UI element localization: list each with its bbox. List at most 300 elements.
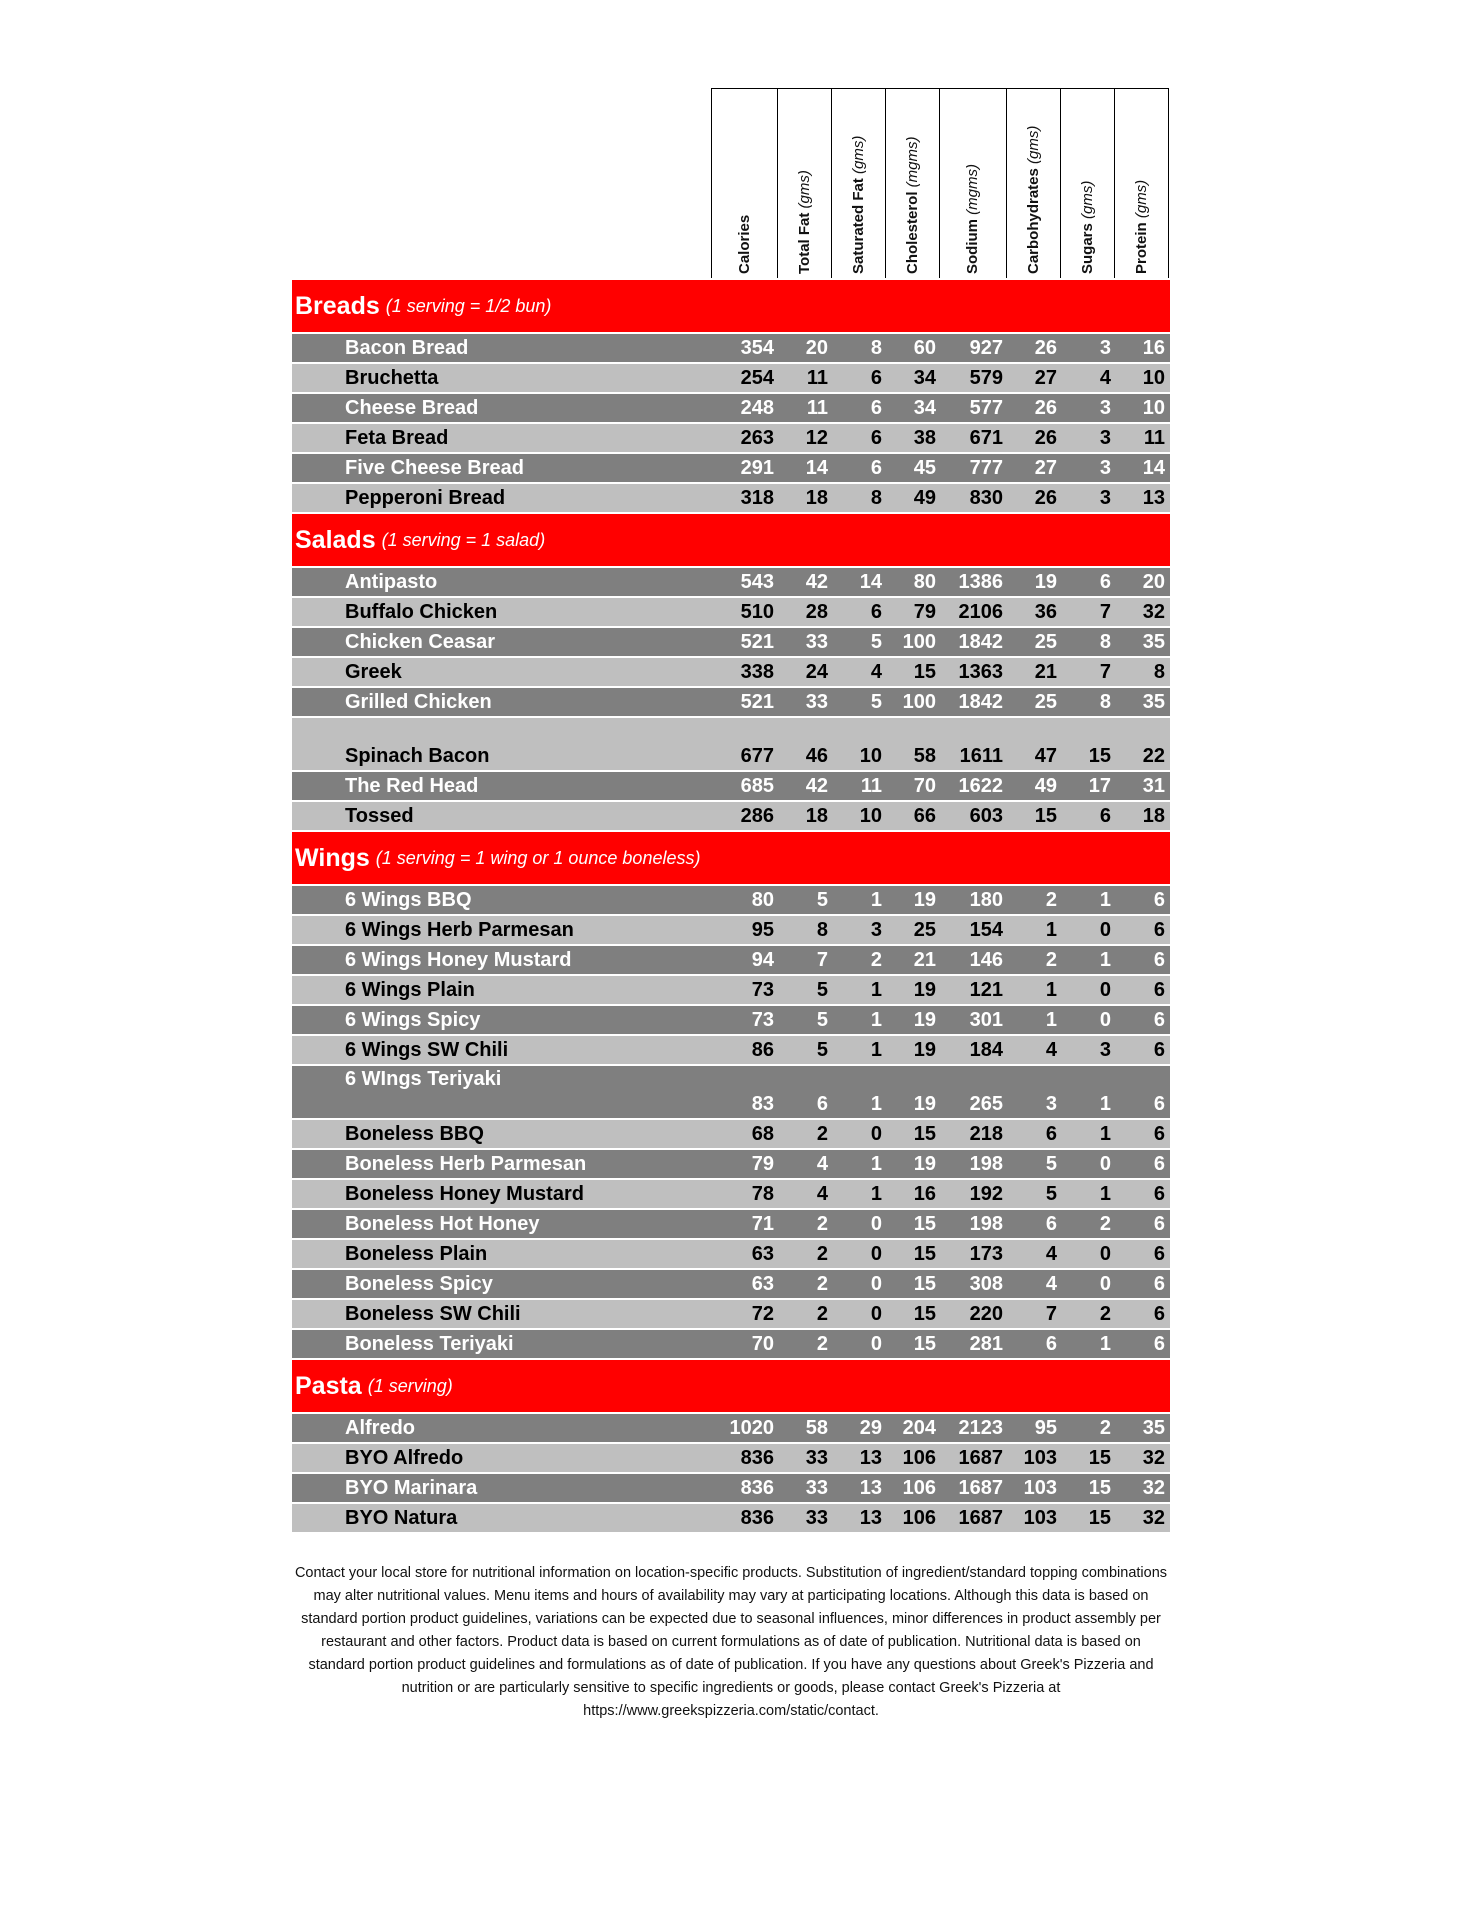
item-value: 15: [913, 1302, 936, 1325]
item-name: Tossed: [345, 804, 414, 827]
item-value: 5: [816, 1008, 828, 1031]
item-value: 42: [805, 570, 828, 593]
column-header: [1060, 88, 1115, 278]
table-row: [292, 946, 1170, 974]
table-row: [292, 688, 1170, 716]
item-value: 2: [816, 1122, 828, 1145]
item-value: 1622: [958, 774, 1003, 797]
item-value: 220: [969, 1302, 1003, 1325]
item-value: 6: [1045, 1332, 1057, 1355]
item-value: 1: [870, 1152, 882, 1175]
item-value: 58: [913, 745, 936, 767]
item-value: 19: [913, 1008, 936, 1031]
item-value: 6: [1153, 1242, 1165, 1265]
item-value: 1020: [729, 1416, 774, 1439]
item-value: 32: [1142, 1476, 1165, 1499]
item-value: 70: [751, 1332, 774, 1355]
item-value: 6: [1153, 1212, 1165, 1235]
table-row: [292, 1444, 1170, 1472]
table-row: [292, 334, 1170, 362]
item-value: 2: [1099, 1212, 1111, 1235]
item-value: 42: [805, 774, 828, 797]
item-value: 6: [1153, 918, 1165, 941]
item-value: 281: [969, 1332, 1003, 1355]
item-value: 35: [1142, 630, 1165, 653]
item-value: 2: [816, 1272, 828, 1295]
item-value: 286: [740, 804, 774, 827]
item-value: 254: [740, 366, 774, 389]
item-value: 218: [969, 1122, 1003, 1145]
column-header-label: [736, 215, 753, 274]
item-value: 15: [913, 1242, 936, 1265]
item-value: 100: [902, 690, 936, 713]
item-value: 6: [1153, 948, 1165, 971]
item-value: 3: [1099, 486, 1111, 509]
item-value: 4: [870, 660, 882, 683]
item-value: 95: [1034, 1416, 1057, 1439]
item-value: 26: [1034, 426, 1057, 449]
item-value: 72: [751, 1302, 774, 1325]
item-value: 33: [805, 1446, 828, 1469]
item-value: 1611: [959, 745, 1003, 767]
section-name: Wings: [295, 843, 370, 872]
column-header-name: Sugars: [1078, 223, 1096, 274]
item-value: 1: [870, 1008, 882, 1031]
item-value: 1842: [958, 690, 1003, 713]
item-value: 6: [1153, 1122, 1165, 1145]
item-name: Spinach Bacon: [345, 745, 490, 767]
item-value: 291: [740, 456, 774, 479]
item-value: 0: [870, 1272, 882, 1295]
item-name: Greek: [345, 660, 402, 683]
item-value: 38: [913, 426, 936, 449]
item-value: 17: [1088, 774, 1111, 797]
item-value: 86: [751, 1038, 774, 1061]
table-row: [292, 1150, 1170, 1178]
item-value: 78: [751, 1182, 774, 1205]
column-header-label: [904, 136, 921, 274]
item-value: 103: [1023, 1476, 1057, 1499]
item-value: 543: [740, 570, 774, 593]
item-value: 184: [969, 1038, 1003, 1061]
item-value: 6: [1153, 1302, 1165, 1325]
item-value: 2: [870, 948, 882, 971]
item-value: 103: [1023, 1446, 1057, 1469]
item-value: 8: [870, 336, 882, 359]
item-value: 11: [806, 366, 828, 389]
table-row: [292, 364, 1170, 392]
item-value: 1842: [958, 630, 1003, 653]
table-body: [292, 280, 1170, 1532]
item-value: 510: [740, 600, 774, 623]
table-row: [292, 772, 1170, 800]
item-value: 6: [1153, 978, 1165, 1001]
column-header-name: Carbohydrates: [1024, 168, 1042, 274]
item-value: 70: [913, 774, 936, 797]
section-serving: (1 serving): [367, 1375, 453, 1396]
item-value: 33: [805, 630, 828, 653]
item-value: 63: [751, 1272, 774, 1295]
header-blank: [292, 88, 712, 278]
item-value: 3: [1099, 426, 1111, 449]
item-value: 26: [1034, 336, 1057, 359]
column-header: [1006, 88, 1061, 278]
item-value: 26: [1034, 396, 1057, 419]
item-value: 80: [913, 570, 936, 593]
item-value: 6: [1153, 1038, 1165, 1061]
section-header: [292, 514, 1170, 566]
column-header-label: [964, 164, 981, 274]
item-value: 1687: [958, 1506, 1003, 1529]
item-value: 603: [969, 804, 1003, 827]
item-value: 73: [751, 978, 774, 1001]
section-serving: (1 serving = 1 wing or 1 ounce boneless): [375, 847, 701, 868]
item-value: 1: [1099, 1122, 1111, 1145]
item-value: 5: [1045, 1182, 1057, 1205]
item-value: 11: [1143, 426, 1165, 449]
item-value: 5: [816, 1038, 828, 1061]
table-row: [292, 568, 1170, 596]
item-name: Bruchetta: [345, 366, 439, 389]
item-value: 6: [1045, 1212, 1057, 1235]
item-value: 15: [913, 1212, 936, 1235]
item-value: 11: [860, 774, 882, 797]
item-value: 11: [806, 396, 828, 419]
item-value: 2: [1045, 948, 1057, 971]
item-value: 7: [1099, 600, 1111, 623]
item-value: 1687: [958, 1446, 1003, 1469]
column-header: [1114, 88, 1169, 278]
item-name: Antipasto: [345, 570, 438, 593]
item-value: 47: [1034, 745, 1057, 767]
item-value: 15: [1088, 745, 1111, 767]
item-value: 354: [740, 336, 774, 359]
column-header-name: Sodium: [964, 219, 981, 274]
item-value: 19: [913, 1038, 936, 1061]
item-value: 6: [1153, 1093, 1165, 1115]
item-value: 8: [870, 486, 882, 509]
item-value: 198: [969, 1152, 1003, 1175]
item-value: 0: [1099, 1152, 1111, 1175]
column-header-unit: (gms): [849, 135, 867, 179]
item-value: 66: [913, 804, 936, 827]
item-value: 6: [1153, 888, 1165, 911]
item-value: 8: [816, 918, 828, 941]
item-value: 27: [1034, 456, 1057, 479]
item-value: 20: [1142, 570, 1165, 593]
item-value: 106: [902, 1476, 936, 1499]
item-value: 2: [816, 1332, 828, 1355]
item-name: BYO Alfredo: [345, 1446, 464, 1469]
item-value: 1: [870, 888, 882, 911]
section-header: [292, 280, 1170, 332]
column-header: [831, 88, 886, 278]
table-row: [292, 658, 1170, 686]
item-value: 1: [1099, 948, 1111, 971]
item-value: 103: [1023, 1506, 1057, 1529]
item-value: 836: [740, 1506, 774, 1529]
item-value: 68: [751, 1122, 774, 1145]
item-value: 671: [969, 426, 1003, 449]
table-row: [292, 802, 1170, 830]
item-value: 8: [1153, 660, 1165, 683]
item-value: 836: [740, 1476, 774, 1499]
item-value: 6: [870, 366, 882, 389]
item-value: 2123: [958, 1416, 1003, 1439]
item-name: Buffalo Chicken: [345, 600, 498, 623]
column-header-label: [796, 170, 813, 274]
section-name: Breads: [295, 291, 380, 320]
item-value: 106: [902, 1446, 936, 1469]
item-value: 24: [805, 660, 828, 683]
item-value: 6: [816, 1093, 828, 1115]
item-name: 6 Wings Plain: [345, 978, 475, 1001]
item-name: Feta Bread: [345, 426, 449, 449]
column-header-name: Protein: [1132, 222, 1150, 274]
item-name: Boneless Plain: [345, 1242, 488, 1265]
item-value: 2: [816, 1242, 828, 1265]
item-value: 45: [913, 456, 936, 479]
item-value: 10: [1142, 366, 1165, 389]
item-value: 27: [1034, 366, 1057, 389]
item-value: 34: [913, 396, 936, 419]
item-value: 7: [1099, 660, 1111, 683]
item-value: 248: [740, 396, 774, 419]
column-header-label: [1079, 181, 1096, 274]
column-header: [939, 88, 1007, 278]
item-value: 2: [816, 1302, 828, 1325]
item-value: 0: [870, 1242, 882, 1265]
item-value: 3: [1099, 1038, 1111, 1061]
item-value: 685: [740, 774, 774, 797]
item-value: 18: [805, 486, 828, 509]
item-value: 1: [870, 1182, 882, 1205]
item-value: 6: [1153, 1152, 1165, 1175]
item-value: 6: [870, 600, 882, 623]
table-row: [292, 1120, 1170, 1148]
item-value: 4: [816, 1152, 828, 1175]
table-row: [292, 628, 1170, 656]
item-value: 1: [870, 1093, 882, 1115]
item-value: 106: [902, 1506, 936, 1529]
item-value: 5: [1045, 1152, 1057, 1175]
item-value: 14: [859, 570, 882, 593]
section-header: [292, 1360, 1170, 1412]
item-value: 521: [740, 630, 774, 653]
item-value: 5: [816, 888, 828, 911]
item-value: 28: [805, 600, 828, 623]
item-name: Boneless Herb Parmesan: [345, 1152, 587, 1175]
item-name: Pepperoni Bread: [345, 486, 506, 509]
item-value: 100: [902, 630, 936, 653]
item-value: 6: [1153, 1332, 1165, 1355]
column-header-name: Calories: [735, 214, 753, 274]
nutrition-table: [292, 88, 1170, 1534]
item-name: 6 Wings Herb Parmesan: [345, 918, 574, 941]
table-row: [292, 394, 1170, 422]
section-serving: (1 serving = 1/2 bun): [385, 295, 552, 316]
item-value: 0: [1099, 1242, 1111, 1265]
item-value: 3: [1045, 1093, 1057, 1115]
item-value: 3: [1099, 456, 1111, 479]
item-value: 49: [913, 486, 936, 509]
table-row: [292, 1300, 1170, 1328]
item-name: Bacon Bread: [345, 336, 469, 359]
item-value: 10: [1142, 396, 1165, 419]
item-value: 4: [1045, 1272, 1057, 1295]
item-name: Grilled Chicken: [345, 690, 492, 713]
item-name: Boneless BBQ: [345, 1122, 484, 1145]
item-value: 19: [913, 1093, 936, 1115]
item-name: Boneless Spicy: [345, 1272, 493, 1295]
item-value: 2: [1045, 888, 1057, 911]
item-value: 1: [1045, 918, 1057, 941]
item-value: 1386: [958, 570, 1003, 593]
column-header: [711, 88, 778, 278]
item-value: 18: [1142, 804, 1165, 827]
table-row: [292, 454, 1170, 482]
item-value: 1: [1099, 1332, 1111, 1355]
item-value: 13: [859, 1506, 882, 1529]
item-value: 15: [913, 1122, 936, 1145]
item-value: 15: [913, 660, 936, 683]
table-row: [292, 718, 1170, 770]
item-value: 25: [913, 918, 936, 941]
item-value: 338: [740, 660, 774, 683]
item-value: 35: [1142, 690, 1165, 713]
table-row: [292, 886, 1170, 914]
item-value: 15: [913, 1272, 936, 1295]
item-value: 19: [913, 978, 936, 1001]
item-value: 14: [1142, 456, 1165, 479]
item-value: 5: [870, 690, 882, 713]
item-value: 29: [859, 1416, 882, 1439]
table-row: [292, 424, 1170, 452]
item-value: 15: [913, 1332, 936, 1355]
item-value: 1: [870, 1038, 882, 1061]
item-value: 6: [1099, 804, 1111, 827]
item-value: 33: [805, 1506, 828, 1529]
column-header-name: Cholesterol: [903, 191, 921, 274]
item-value: 1687: [958, 1476, 1003, 1499]
item-name: 6 Wings SW Chili: [345, 1038, 509, 1061]
item-name: Boneless Honey Mustard: [345, 1182, 584, 1205]
column-header-unit: (gms): [1078, 180, 1096, 224]
item-value: 577: [969, 396, 1003, 419]
item-value: 83: [751, 1093, 774, 1115]
item-value: 13: [859, 1446, 882, 1469]
item-value: 1: [1099, 1093, 1111, 1115]
item-value: 3: [1099, 336, 1111, 359]
section-name: Pasta: [295, 1371, 362, 1400]
item-value: 0: [1099, 1272, 1111, 1295]
item-value: 32: [1142, 600, 1165, 623]
item-value: 6: [870, 396, 882, 419]
item-value: 927: [969, 336, 1003, 359]
item-value: 318: [740, 486, 774, 509]
item-value: 10: [859, 745, 882, 767]
item-value: 0: [1099, 918, 1111, 941]
item-value: 25: [1034, 690, 1057, 713]
item-value: 34: [913, 366, 936, 389]
item-value: 308: [969, 1272, 1003, 1295]
item-value: 32: [1142, 1446, 1165, 1469]
column-header-name: Saturated Fat: [849, 178, 867, 274]
item-value: 2: [816, 1212, 828, 1235]
item-value: 121: [969, 978, 1003, 1001]
item-value: 6: [1153, 1008, 1165, 1031]
table-row: [292, 1330, 1170, 1358]
item-value: 198: [969, 1212, 1003, 1235]
item-value: 6: [870, 426, 882, 449]
column-header-label: [1133, 180, 1150, 274]
item-value: 6: [1153, 1272, 1165, 1295]
item-value: 6: [1153, 1182, 1165, 1205]
item-name: 6 Wings Spicy: [345, 1008, 481, 1031]
table-row: [292, 1210, 1170, 1238]
item-name: Boneless Teriyaki: [345, 1332, 514, 1355]
item-value: 63: [751, 1242, 774, 1265]
table-row: [292, 916, 1170, 944]
item-value: 35: [1142, 1416, 1165, 1439]
item-value: 95: [751, 918, 774, 941]
item-value: 79: [751, 1152, 774, 1175]
item-value: 180: [969, 888, 1003, 911]
table-row: [292, 1240, 1170, 1268]
item-value: 777: [969, 456, 1003, 479]
item-value: 60: [913, 336, 936, 359]
item-value: 0: [870, 1122, 882, 1145]
item-value: 80: [751, 888, 774, 911]
table-row: [292, 1180, 1170, 1208]
item-value: 16: [1142, 336, 1165, 359]
item-value: 5: [870, 630, 882, 653]
item-value: 0: [870, 1332, 882, 1355]
disclaimer-text: Contact your local store for nutritional information on location-specific products. Substitution of ingredient/standard topping combinations may alter nutritional values. Menu items and hours of availability may vary at participating locations. Although this data is based on standard portion product guidelines, variations can be expected due to seasonal influences, minor differences in product assembly per restaurant and other factors. Product data is based on current formulations as of date of publication. Nutritional data is based on standard portion product guidelines and formulations as of date of publication. If you have any questions about Greek's Pizzeria and nutrition or are particularly sensitive to specific ingredients or goods, please contact Greek's Pizzeria at https://www.greekspizzeria.com/static/contact.: [294, 1565, 1168, 1719]
item-value: 1: [1099, 888, 1111, 911]
column-header-unit: (mgms): [903, 136, 921, 192]
item-value: 19: [913, 1152, 936, 1175]
item-value: 1: [870, 978, 882, 1001]
column-headers: [292, 88, 1170, 278]
item-value: 173: [969, 1242, 1003, 1265]
item-value: 58: [805, 1416, 828, 1439]
table-row: [292, 976, 1170, 1004]
item-value: 13: [1142, 486, 1165, 509]
table-row: [292, 1066, 1170, 1118]
column-header-label: [850, 136, 867, 274]
item-value: 18: [805, 804, 828, 827]
item-value: 73: [751, 1008, 774, 1031]
item-value: 1363: [958, 660, 1003, 683]
section-serving: (1 serving = 1 salad): [381, 529, 546, 550]
item-value: 25: [1034, 630, 1057, 653]
item-value: 7: [1045, 1302, 1057, 1325]
item-name: BYO Marinara: [345, 1476, 478, 1499]
item-value: 94: [751, 948, 774, 971]
item-value: 1: [1099, 1182, 1111, 1205]
item-name: 6 Wings BBQ: [345, 888, 472, 911]
item-value: 20: [805, 336, 828, 359]
item-value: 2: [1099, 1416, 1111, 1439]
item-value: 16: [913, 1182, 936, 1205]
item-value: 6: [870, 456, 882, 479]
item-value: 6: [1099, 570, 1111, 593]
item-value: 0: [870, 1302, 882, 1325]
item-value: 15: [1088, 1506, 1111, 1529]
item-name: Alfredo: [345, 1416, 415, 1439]
item-value: 677: [740, 745, 774, 767]
